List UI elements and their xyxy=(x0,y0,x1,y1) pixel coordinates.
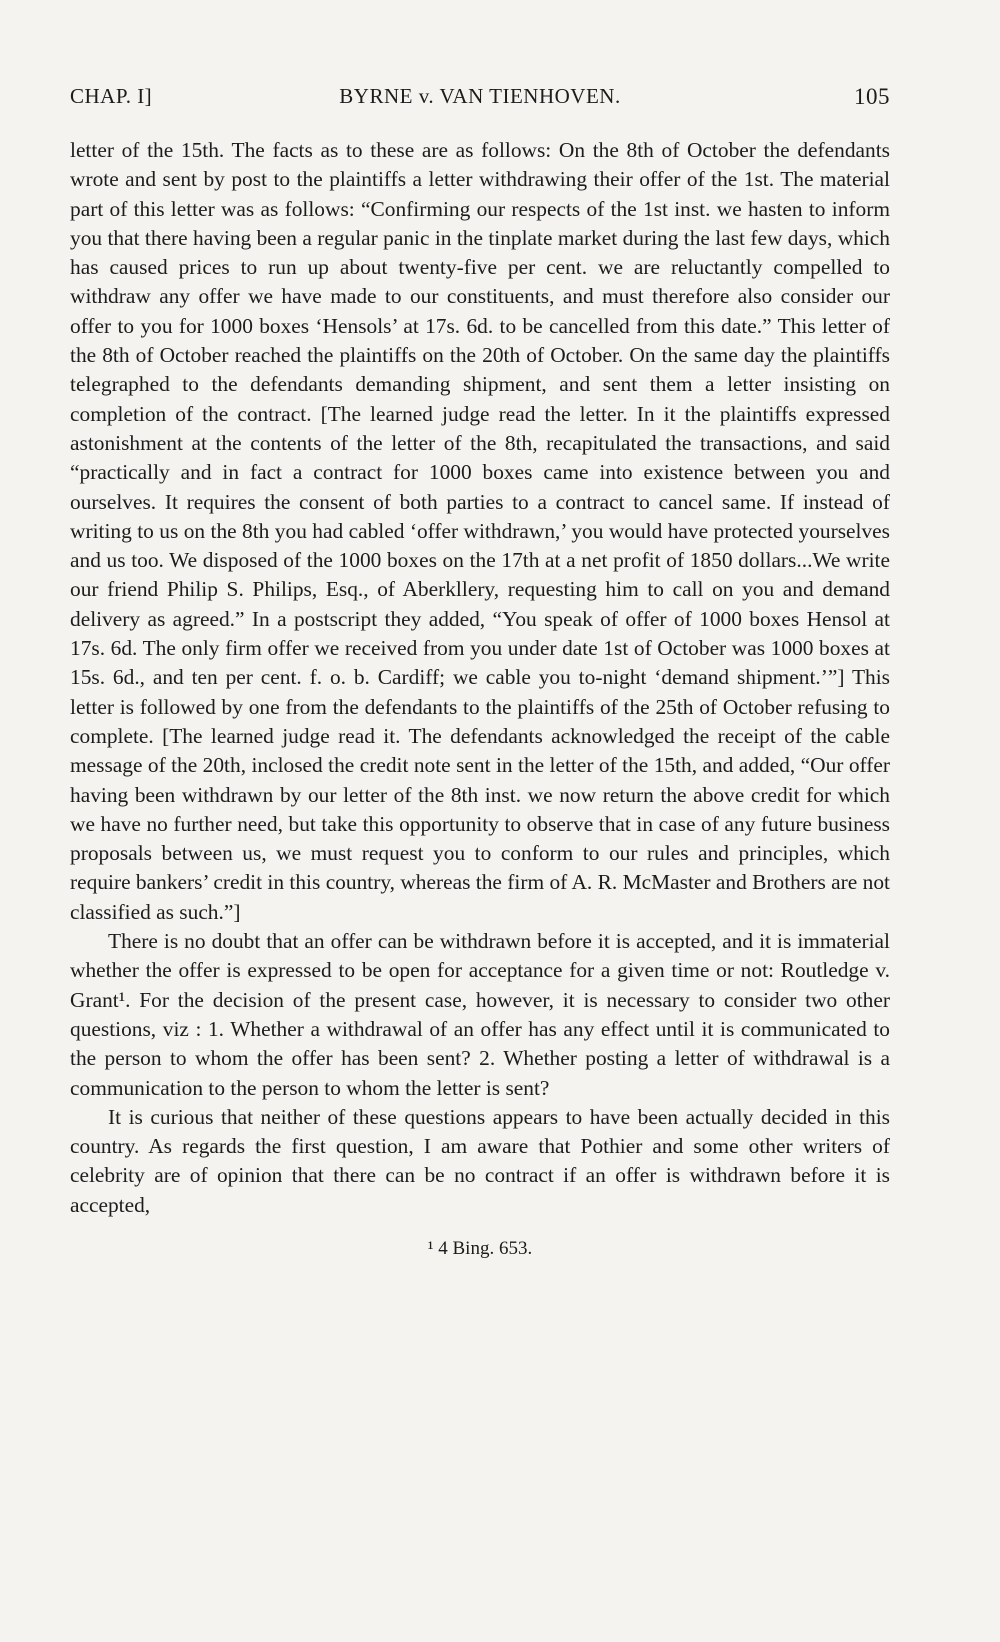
footnote: ¹ 4 Bing. 653. xyxy=(427,1237,533,1259)
page-number: 105 xyxy=(854,84,890,109)
paragraph: There is no doubt that an offer can be withdrawn before it is accepted, and it is immaterial whether the offer is expressed to be open for acceptance for a given time or not: Routledge v. Grant¹. For the decision of the present case, however, it is necessary to consider two other questions, viz : 1. Whether a withdrawal of an offer has any effect until it is communicated to the person to whom the offer has been sent? 2. Whether posting a letter of withdrawal is a communication to the person to whom the letter is sent? xyxy=(70,929,890,1100)
running-header xyxy=(70,84,890,126)
paragraph: It is curious that neither of these questions appears to have been actually decided in this country. As regards the first question, I am aware that Pothier and some other writers of celebrity are of opinion that there can be no contract if an offer is withdrawn before it is accepted, xyxy=(70,1104,890,1217)
chapter-label: CHAP. I] xyxy=(70,84,153,108)
body-text xyxy=(70,136,890,1220)
running-title: BYRNE v. VAN TIENHOVEN. xyxy=(339,84,621,108)
paragraph-continued: letter of the 15th. The facts as to these are as follows: On the 8th of October the defendants wrote and sent by post to the plaintiffs a letter withdrawing their offer of the 1st. The material part of this letter was as follows: “Confirming our respects of the 1st inst. we hasten to inform you that there having been a regular panic in the tinplate market during the last few days, which has caused prices to run up about twenty-five per cent. we are reluctantly compelled to withdraw any offer we have made to our constituents, and must therefore also consider our offer to you for 1000 boxes ‘Hensols’ at 17s. 6d. to be cancelled from this date.” This letter of the 8th of October reached the plaintiffs on the 20th of October. On the same day the plaintiffs telegraphed to the defendants demanding shipment, and sent them a letter insisting on completion of the contract. [The learned judge read the letter. In it the plaintiffs expressed astonishment at the contents of the letter of the 8th, recapitulated the transactions, and said “practically and in fact a contract for 1000 boxes came into existence between you and ourselves. It requires the consent of both parties to a contract to cancel same. If instead of writing to us on the 8th you had cabled ‘offer withdrawn,’ you would have protected yourselves and us too. We disposed of the 1000 boxes on the 17th at a net profit of 1850 dollars...We write our friend Philip S. Philips, Esq., of Aberkllery, requesting him to call on you and demand delivery as agreed.” In a postscript they added, “You speak of offer of 1000 boxes Hensol at 17s. 6d. The only firm offer we received from you under date 1st of October was 1000 boxes at 15s. 6d., and ten per cent. f. o. b. Cardiff; we cable you to-night ‘demand shipment.’”] This letter is followed by one from the defendants to the plaintiffs of the 25th of October refusing to complete. [The learned judge read it. The defendants acknowledged the receipt of the cable message of the 20th, inclosed the credit note sent in the letter of the 15th, and added, “Our offer having been withdrawn by our letter of the 8th inst. we now return the above credit for which we have no further need, but take this opportunity to observe that in case of any future business proposals between us, we must request you to conform to our rules and principles, which require bankers’ credit in this country, whereas the firm of A. R. McMaster and Brothers are not classified as such.”] xyxy=(70,138,890,924)
